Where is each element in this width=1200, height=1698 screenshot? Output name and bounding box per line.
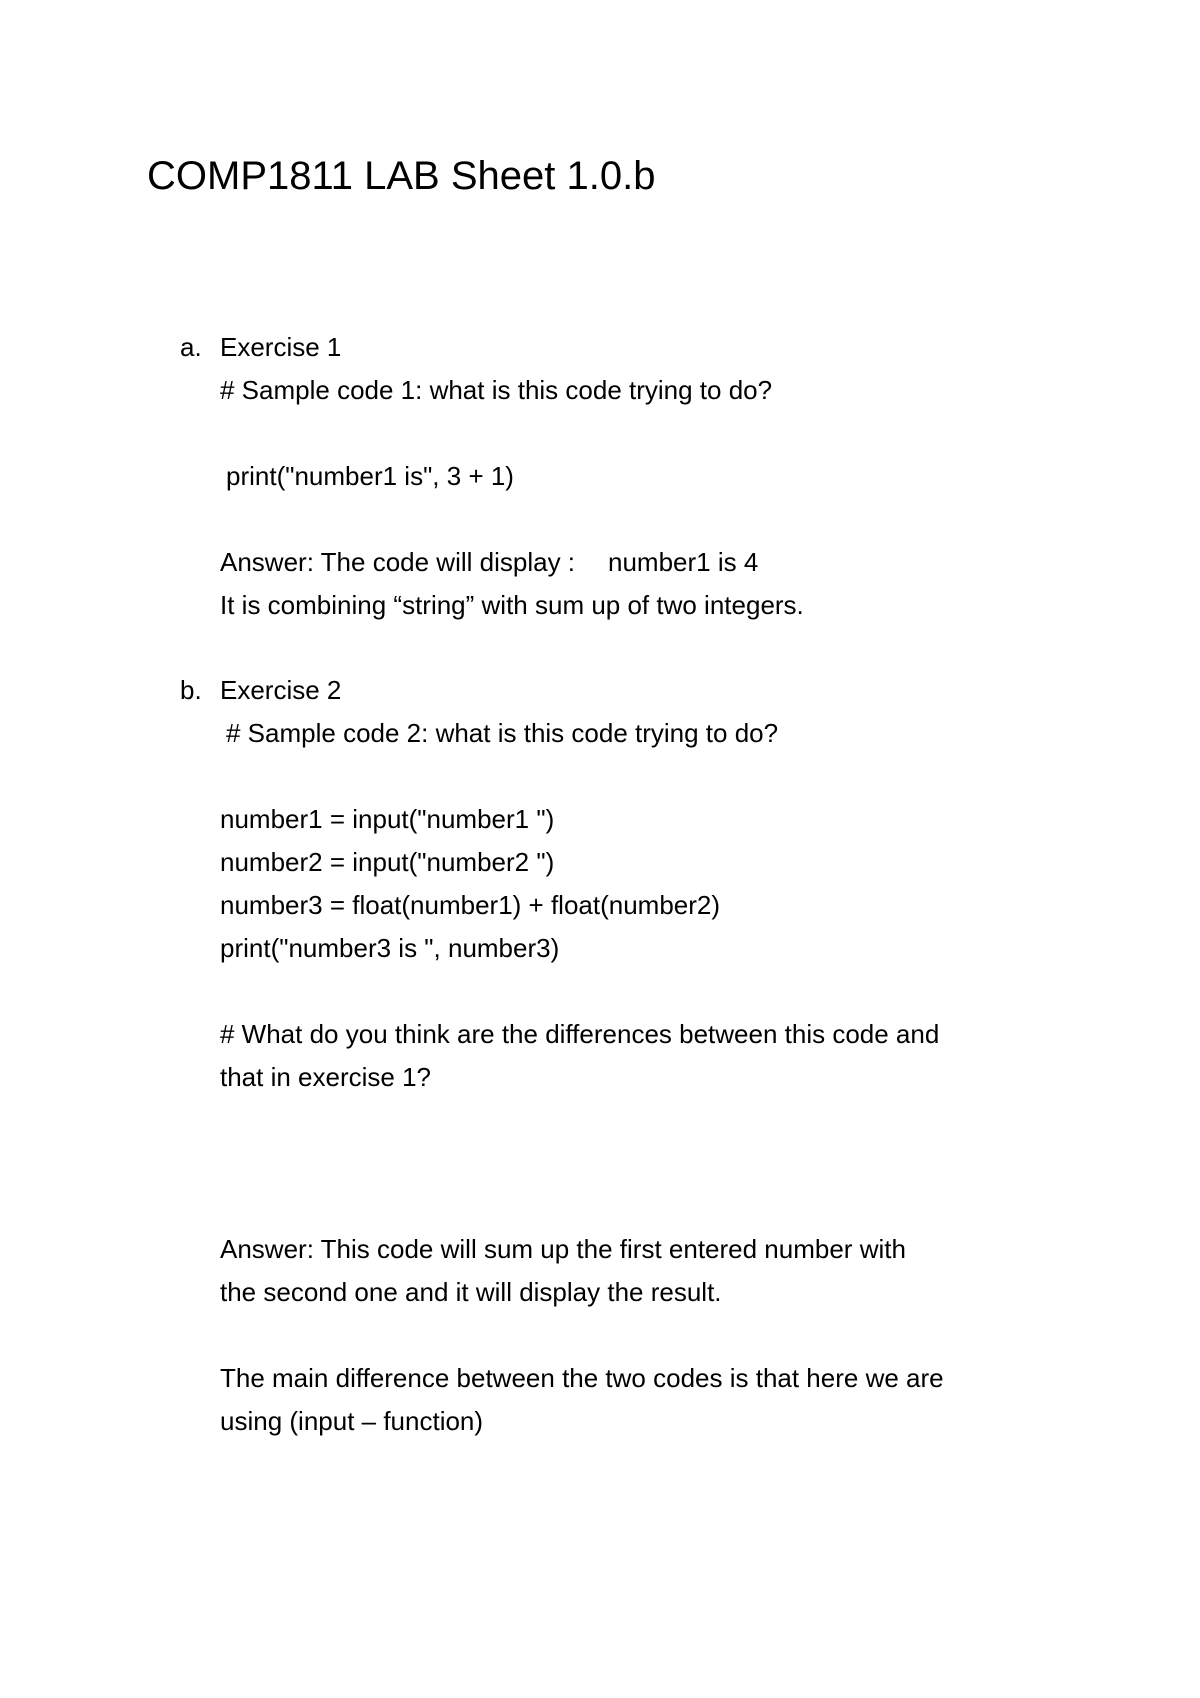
page-title: COMP1811 LAB Sheet 1.0.b xyxy=(147,154,656,198)
question-line: # What do you think are the differences between this code and xyxy=(220,1019,940,1049)
exercise-prompt: # Sample code 1: what is this code trying to do? xyxy=(220,375,773,405)
difference-line: using (input – function) xyxy=(220,1406,484,1436)
answer-line xyxy=(220,541,1080,584)
answer-line: Answer: This code will sum up the first entered number with xyxy=(220,1234,906,1264)
answer-value: number1 is 4 xyxy=(608,547,759,577)
exercise-2-body xyxy=(220,669,1080,1443)
code-line: number3 = float(number1) + float(number2) xyxy=(220,890,721,920)
exercise-1-body xyxy=(220,326,1080,627)
code-line: number2 = input("number2 ") xyxy=(220,847,555,877)
exercise-heading: Exercise 1 xyxy=(220,332,342,362)
question-line: that in exercise 1? xyxy=(220,1062,432,1092)
answer-label: Answer: The code will display : xyxy=(220,547,576,577)
exercise-prompt: # Sample code 2: what is this code trying to do? xyxy=(226,718,779,748)
difference-line: The main difference between the two codes is that here we are xyxy=(220,1363,944,1393)
exercise-heading: Exercise 2 xyxy=(220,675,342,705)
answer-note: It is combining “string” with sum up of two integers. xyxy=(220,590,804,620)
code-line: print("number1 is", 3 + 1) xyxy=(226,461,514,491)
list-marker: a. xyxy=(180,332,202,362)
code-line: print("number3 is ", number3) xyxy=(220,933,560,963)
list-marker: b. xyxy=(180,675,202,705)
code-line: number1 = input("number1 ") xyxy=(220,804,555,834)
answer-line: the second one and it will display the result. xyxy=(220,1277,722,1307)
